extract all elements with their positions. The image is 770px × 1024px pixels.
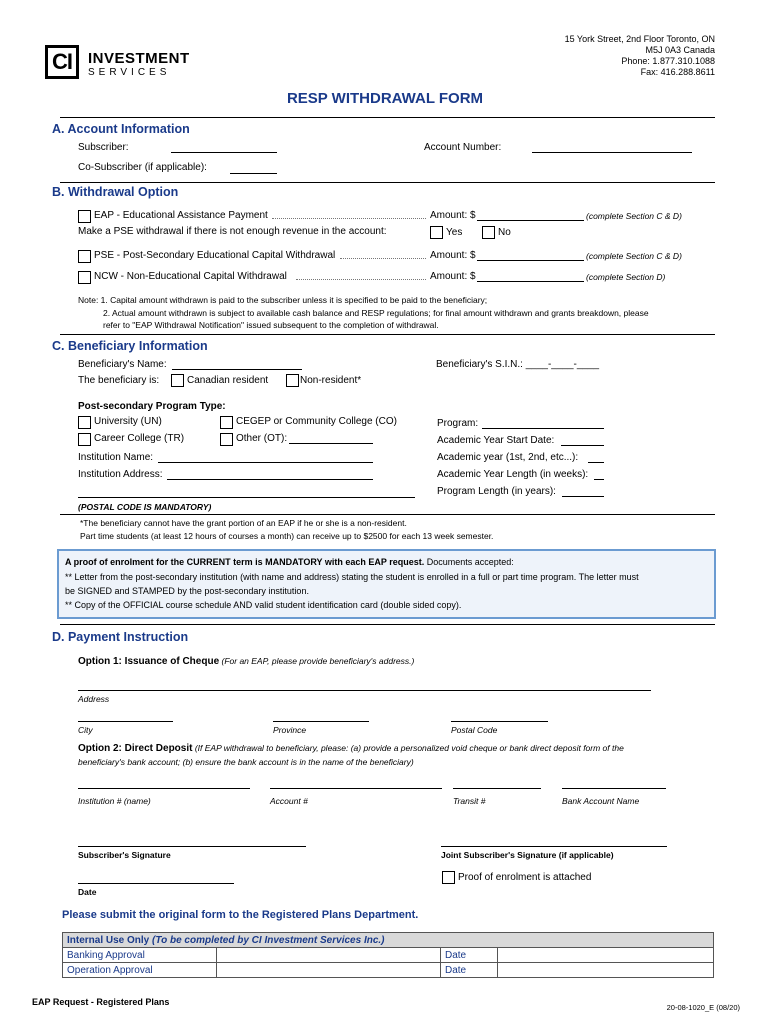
- beneficiary-sin-label: Beneficiary's S.I.N.: ____-____-____: [436, 359, 600, 370]
- option1-italic: (For an EAP, please provide beneficiary's address.): [219, 656, 415, 666]
- note-line2: 2. Actual amount withdrawn is subject to available cash balance and RESP regulations; for final amount withdrawn and grants breakdown, please: [103, 308, 649, 318]
- address-label: Address: [78, 694, 110, 704]
- proof-line2: ** Letter from the post-secondary institution (with name and address) stating the student is enrolled in a full or part time program. The letter must: [65, 572, 639, 582]
- divider: [60, 624, 715, 625]
- internal-use-title: Internal Use Only: [67, 934, 150, 946]
- other-checkbox[interactable]: [220, 433, 233, 446]
- footer-left: EAP Request - Registered Plans: [32, 997, 170, 1007]
- account-number-field[interactable]: [532, 152, 692, 153]
- joint-signature-field[interactable]: [441, 846, 667, 847]
- program-length-label: Program Length (in years):: [437, 486, 556, 497]
- cegep-checkbox[interactable]: [220, 416, 233, 429]
- address-line1: 15 York Street, 2nd Floor Toronto, ON: [564, 34, 715, 44]
- university-label: University (UN): [94, 416, 162, 427]
- city-label: City: [78, 725, 93, 735]
- subscriber-field[interactable]: [171, 152, 277, 153]
- beneficiary-name-label: Beneficiary's Name:: [78, 359, 167, 370]
- beneficiary-footnote1: *The beneficiary cannot have the grant portion of an EAP if he or she is a non-resident.: [80, 518, 407, 528]
- career-label: Career College (TR): [94, 433, 185, 444]
- university-checkbox[interactable]: [78, 416, 91, 429]
- academic-year-field[interactable]: [588, 462, 604, 463]
- co-subscriber-field[interactable]: [230, 173, 277, 174]
- form-title: RESP WITHDRAWAL FORM: [286, 90, 484, 107]
- company-logo: [45, 45, 79, 79]
- yes-label: Yes: [446, 227, 463, 238]
- eap-note: Make a PSE withdrawal if there is not enough revenue in the account:: [78, 226, 387, 237]
- divider: [60, 182, 715, 183]
- internal-use-subtitle: (To be completed by CI Investment Services Inc.): [149, 934, 385, 946]
- option2-italic2: beneficiary's bank account; (b) ensure the bank account is in the name of the beneficiary): [78, 757, 414, 767]
- institution-address-field[interactable]: [167, 479, 373, 480]
- pse-checkbox[interactable]: [78, 250, 91, 263]
- proof-line3: be SIGNED and STAMPED by the post-secondary institution.: [65, 586, 309, 596]
- beneficiary-is-label: The beneficiary is:: [78, 375, 160, 386]
- leader-dots: [296, 279, 426, 280]
- other-label: Other (OT):: [236, 433, 288, 444]
- province-label: Province: [273, 725, 307, 735]
- address-field[interactable]: [78, 690, 651, 691]
- section-d-heading: D. Payment Instruction: [52, 630, 189, 644]
- beneficiary-name-field[interactable]: [172, 369, 302, 370]
- institution-address-label: Institution Address:: [78, 469, 163, 480]
- proof-of-enrolment-box: [57, 549, 716, 619]
- pse-amount-field[interactable]: [477, 260, 584, 261]
- divider: [60, 334, 715, 335]
- operation-approval-cell[interactable]: [217, 963, 441, 978]
- subscriber-signature-label: Subscriber's Signature: [78, 850, 171, 860]
- start-date-field[interactable]: [561, 445, 604, 446]
- postal-mandatory: (POSTAL CODE IS MANDATORY): [78, 502, 212, 512]
- proof-attached-checkbox[interactable]: [442, 871, 455, 884]
- eap-checkbox[interactable]: [78, 210, 91, 223]
- yes-checkbox[interactable]: [430, 226, 443, 239]
- city-field[interactable]: [78, 721, 173, 722]
- bank-name-field[interactable]: [562, 788, 666, 789]
- start-date-label: Academic Year Start Date:: [437, 435, 555, 446]
- proof-line1: [65, 557, 514, 567]
- no-checkbox[interactable]: [482, 226, 495, 239]
- beneficiary-footnote2: Part time students (at least 12 hours of courses a month) can receive up to $2500 for each 13 week semester.: [80, 531, 494, 541]
- submit-instruction: Please submit the original form to the Registered Plans Department.: [62, 909, 419, 921]
- phone: Phone: 1.877.310.1088: [621, 56, 715, 66]
- program-field[interactable]: [482, 428, 604, 429]
- account-number-label: Account Number:: [424, 142, 502, 153]
- section-b-heading: B. Withdrawal Option: [52, 185, 179, 199]
- internal-use-header: [63, 933, 714, 948]
- eap-label: EAP - Educational Assistance Payment: [94, 210, 268, 221]
- option2-bold: Option 2: Direct Deposit: [78, 743, 193, 754]
- divider: [60, 514, 715, 515]
- co-subscriber-label: Co-Subscriber (if applicable):: [78, 162, 207, 173]
- joint-signature-label: Joint Subscriber's Signature (if applicable): [441, 850, 614, 860]
- operation-date-label: Date: [441, 963, 498, 978]
- no-label: No: [498, 227, 511, 238]
- option1-bold: Option 1: Issuance of Cheque: [78, 656, 220, 667]
- amount-label: Amount: $: [430, 210, 476, 221]
- cegep-label: CEGEP or Community College (CO): [236, 416, 397, 427]
- divider: [60, 117, 715, 118]
- nonresident-checkbox[interactable]: [286, 374, 299, 387]
- eap-instruction: (complete Section C & D): [586, 211, 682, 221]
- section-a-heading: A. Account Information: [52, 122, 190, 136]
- amount-label: Amount: $: [430, 271, 476, 282]
- province-field[interactable]: [273, 721, 369, 722]
- institution-label: Institution # (name): [78, 796, 151, 806]
- program-type-label: Post-secondary Program Type:: [78, 401, 226, 412]
- leader-dots: [340, 258, 426, 259]
- banking-approval-cell[interactable]: [217, 948, 441, 963]
- option2-italic1: (If EAP withdrawal to beneficiary, please: (a) provide a personalized void cheque or bank direct deposit form of the: [192, 743, 624, 753]
- canadian-label: Canadian resident: [187, 375, 269, 386]
- date-field[interactable]: [78, 883, 234, 884]
- subscriber-label: Subscriber:: [78, 142, 129, 153]
- transit-field[interactable]: [453, 788, 541, 789]
- year-length-field[interactable]: [594, 479, 604, 480]
- postal-code-field[interactable]: [451, 721, 548, 722]
- bank-name-label: Bank Account Name: [562, 796, 640, 806]
- option1-line: [78, 656, 414, 667]
- footer-right: 20-08-1020_E (08/20): [666, 1003, 740, 1012]
- option2-line1: [78, 743, 624, 754]
- ncw-checkbox[interactable]: [78, 271, 91, 284]
- institution-field[interactable]: [78, 788, 250, 789]
- banking-date-cell[interactable]: [498, 948, 714, 963]
- institution-address-field-2[interactable]: [78, 497, 415, 498]
- account-field[interactable]: [270, 788, 442, 789]
- logo-letters: CI: [52, 49, 72, 74]
- postal-code-label: Postal Code: [451, 725, 498, 735]
- banking-date-label: Date: [441, 948, 498, 963]
- institution-name-label: Institution Name:: [78, 452, 154, 463]
- eap-amount-field[interactable]: [477, 220, 584, 221]
- program-length-field[interactable]: [562, 496, 604, 497]
- proof-line1-bold: A proof of enrolment for the CURRENT term is MANDATORY with each EAP request.: [65, 557, 425, 567]
- pse-instruction: (complete Section C & D): [586, 251, 682, 261]
- institution-name-field[interactable]: [158, 462, 373, 463]
- ncw-amount-field[interactable]: [477, 281, 584, 282]
- operation-approval-label: Operation Approval: [63, 963, 217, 978]
- date-label: Date: [78, 887, 97, 897]
- address-line2: M5J 0A3 Canada: [645, 45, 715, 55]
- subscriber-signature-field[interactable]: [78, 846, 306, 847]
- internal-use-table: [62, 932, 714, 978]
- note-line1: Note: 1. Capital amount withdrawn is paid to the subscriber unless it is specified to be paid to the beneficiary;: [78, 295, 488, 305]
- logo-line2: SERVICES: [88, 67, 171, 78]
- account-label: Account #: [270, 796, 308, 806]
- pse-label: PSE - Post-Secondary Educational Capital Withdrawal: [94, 250, 336, 261]
- transit-label: Transit #: [453, 796, 486, 806]
- program-label: Program:: [437, 418, 479, 429]
- banking-approval-label: Banking Approval: [63, 948, 217, 963]
- operation-date-cell[interactable]: [498, 963, 714, 978]
- ncw-label: NCW - Non-Educational Capital Withdrawal: [94, 271, 287, 282]
- academic-year-label: Academic year (1st, 2nd, etc...):: [437, 452, 579, 463]
- career-checkbox[interactable]: [78, 433, 91, 446]
- nonresident-label: Non-resident*: [300, 375, 362, 386]
- leader-dots: [272, 218, 426, 219]
- logo-line1: INVESTMENT: [88, 50, 190, 67]
- ncw-instruction: (complete Section D): [586, 272, 666, 282]
- proof-line1-rest: Documents accepted:: [424, 557, 514, 567]
- proof-attached-label: Proof of enrolment is attached: [458, 872, 592, 883]
- section-c-heading: C. Beneficiary Information: [52, 339, 208, 353]
- year-length-label: Academic Year Length (in weeks):: [437, 469, 589, 480]
- canadian-checkbox[interactable]: [171, 374, 184, 387]
- company-address: [565, 34, 715, 78]
- proof-line4: ** Copy of the OFFICIAL course schedule AND valid student identification card (double sided copy).: [65, 600, 462, 610]
- note-line3: refer to "EAP Withdrawal Notification" issued subsequent to the completion of withdrawal.: [103, 320, 439, 330]
- amount-label: Amount: $: [430, 250, 476, 261]
- other-field[interactable]: [289, 443, 373, 444]
- fax: Fax: 416.288.8611: [640, 67, 715, 77]
